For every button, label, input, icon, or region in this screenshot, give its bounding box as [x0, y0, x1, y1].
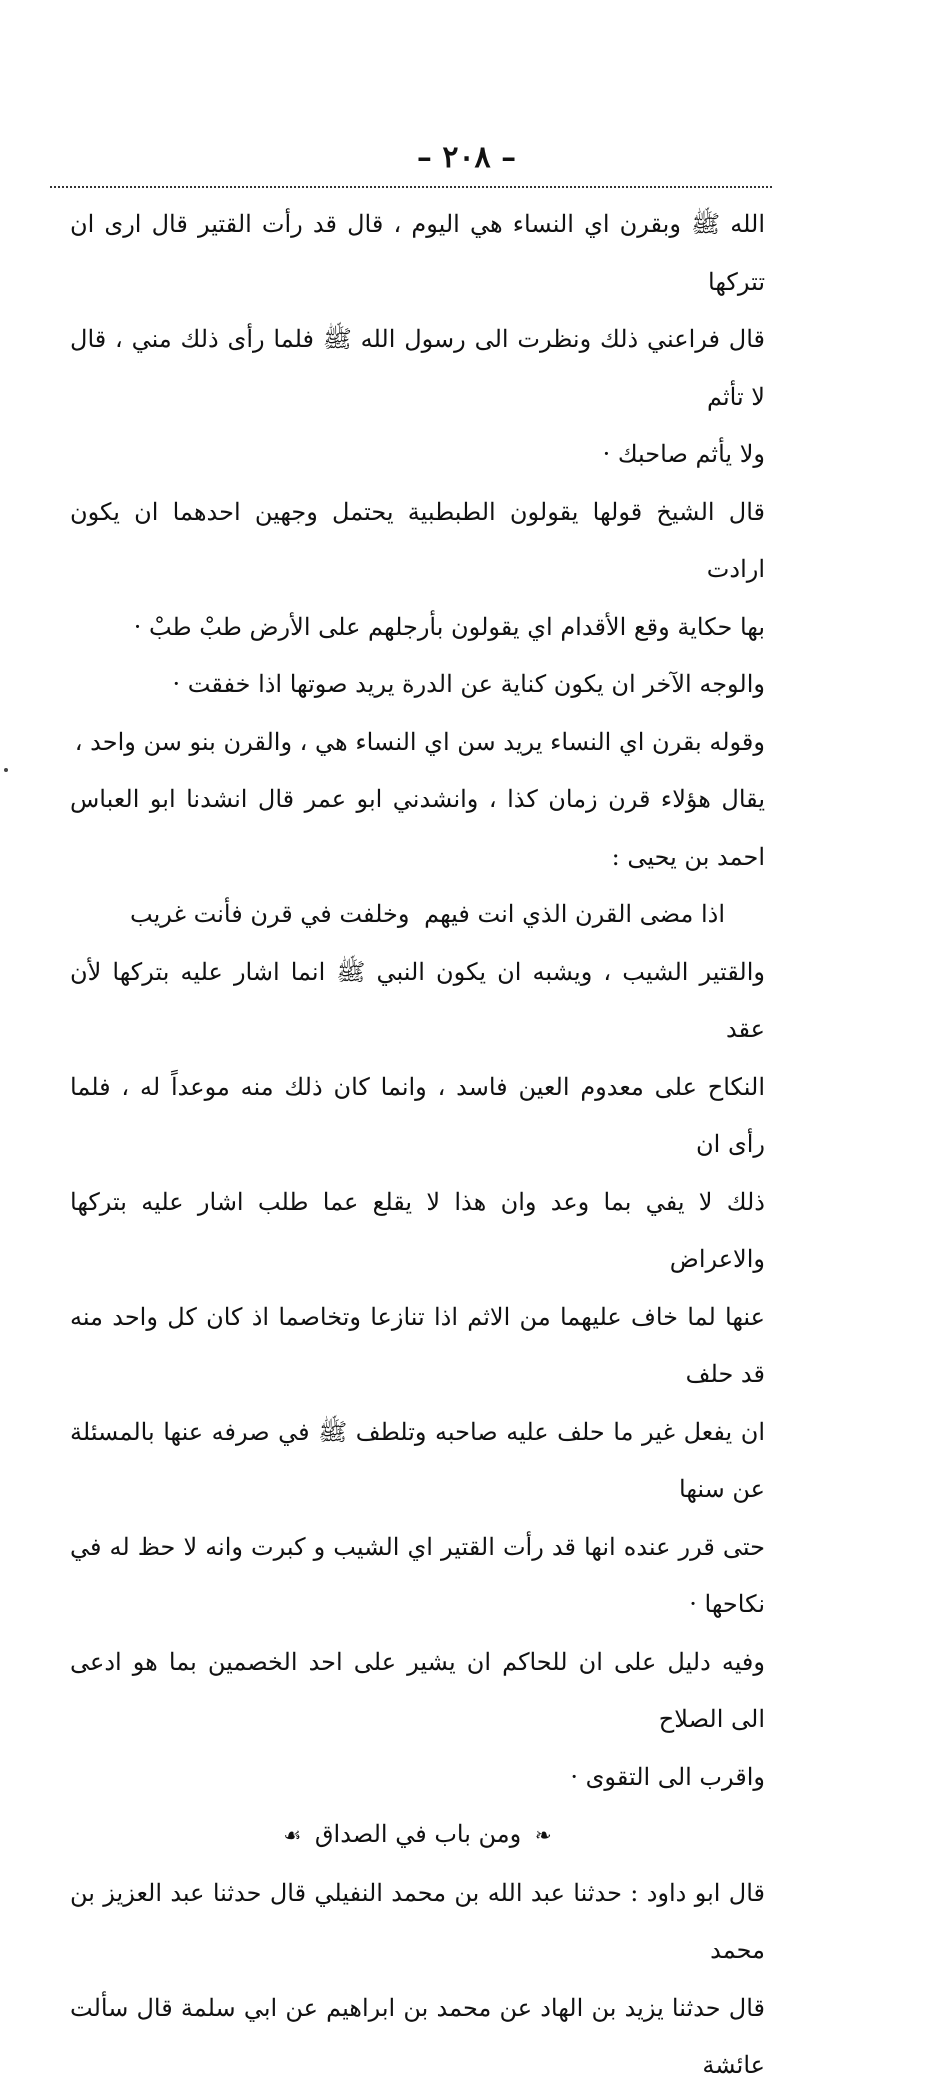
- text-line: قال فراعني ذلك ونظرت الى رسول الله ﷺ فلما رأى ذلك مني ، قال لا تأثم: [70, 325, 765, 411]
- text-line: النكاح على معدوم العين فاسد ، وانما كان ذلك منه موعداً له ، فلما رأى ان: [70, 1072, 765, 1158]
- page-body: [70, 196, 765, 2095]
- text-line: قال ابو داود : حدثنا عبد الله بن محمد النفيلي قال حدثنا عبد العزيز بن محمد: [70, 1878, 765, 1964]
- margin-dot: [4, 768, 8, 772]
- page-number: – ٢٠٨ –: [416, 140, 517, 175]
- text-line: قال حدثنا يزيد بن الهاد عن محمد بن ابراهيم عن ابي سلمة قال سألت عائشة: [70, 1993, 765, 2079]
- section-heading: [70, 1806, 765, 1865]
- text-line: والقتير الشيب ، ويشبه ان يكون النبي ﷺ انما اشار عليه بتركها لأن عقد: [70, 957, 765, 1043]
- verse-hemistich-1: اذا مضى القرن الذي انت فيهم: [424, 900, 725, 928]
- text-line: واقرب الى التقوى ·: [570, 1762, 765, 1791]
- text-line: وفيه دليل على ان للحاكم ان يشير على احد الخصمين بما هو ادعى الى الصلاح: [70, 1647, 765, 1733]
- text-line: ان يفعل غير ما حلف عليه صاحبه وتلطف ﷺ في صرفه عنها بالمسئلة عن سنها: [70, 1417, 765, 1503]
- text-line: عنها لما خاف عليهما من الاثم اذا تنازعا وتخاصما اذ كان كل واحد منه قد حلف: [70, 1302, 765, 1388]
- poetry-verse: [70, 886, 765, 944]
- verse-hemistich-2: وخلفت في قرن فأنت غريب: [130, 900, 410, 928]
- text-line: يقال هؤلاء قرن زمان كذا ، وانشدني ابو عمر قال انشدنا ابو العباس احمد بن يحيى :: [70, 785, 765, 871]
- section-heading-text: ومن باب في الصداق: [314, 1820, 522, 1848]
- text-line: حتى قرر عنده انها قد رأت القتير اي الشيب و كبرت وانه لا حظ له في نكاحها ·: [70, 1532, 765, 1618]
- text-line: والوجه الآخر ان يكون كناية عن الدرة يريد صوتها اذا خفقت ·: [172, 670, 765, 698]
- ornament-right-icon: ❧: [534, 1823, 552, 1847]
- header-rule: [50, 186, 772, 188]
- text-line: بها حكاية وقع الأقدام اي يقولون بأرجلهم على الأرض طبْ طبْ ·: [133, 612, 765, 641]
- text-line: ذلك لا يفي بما وعد وان هذا لا يقلع عما طلب اشار عليه بتركها والاعراض: [70, 1187, 765, 1273]
- text-line: الله ﷺ وبقرن اي النساء هي اليوم ، قال قد رأت القتير قال ارى ان تتركها: [70, 210, 765, 296]
- text-line: وقوله بقرن اي النساء يريد سن اي النساء هي ، والقرن بنو سن واحد ،: [74, 727, 765, 756]
- text-line: قال الشيخ قولها يقولون الطبطبية يحتمل وجهين احدهما ان يكون ارادت: [70, 497, 765, 583]
- text-line: ولا يأثم صاحبك ·: [602, 440, 765, 468]
- ornament-left-icon: ☙: [283, 1823, 302, 1847]
